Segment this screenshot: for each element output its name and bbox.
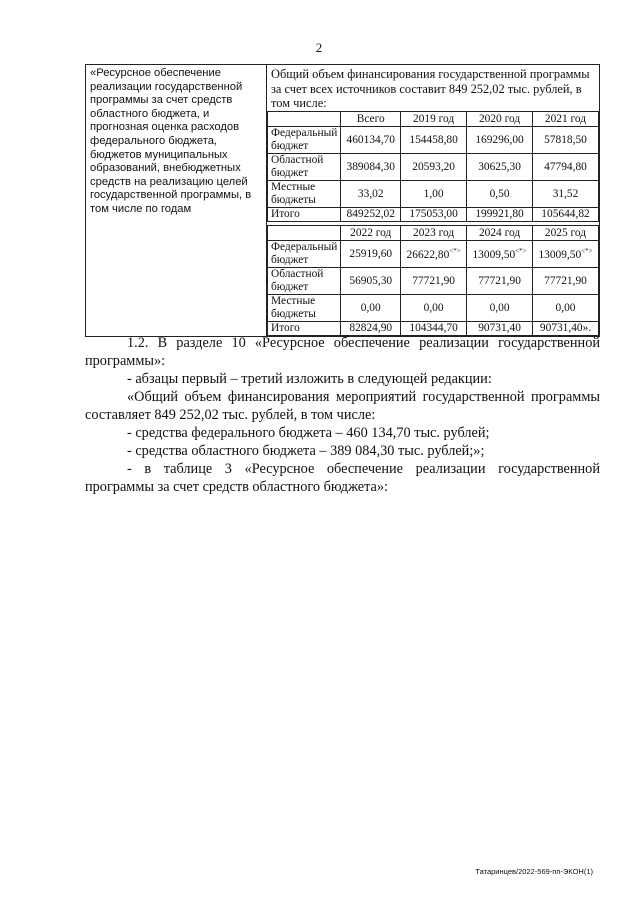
table-cell [467,240,533,267]
footnote-mark: <*> [515,246,527,255]
table-cell: 1,00 [401,180,467,207]
financing-table [267,111,599,336]
table-cell: 389084,30 [341,153,401,180]
header-cell: Всего [341,111,401,126]
paragraph-list-item: - средства областного бюджета – 389 084,30 тыс. рублей;»; [127,443,485,459]
table-cell: 77721,90 [401,267,467,294]
table-cell: 460134,70 [341,126,401,153]
row-label: Местные бюджеты [268,294,341,321]
table-cell: 0,00 [533,294,599,321]
table-cell: 175053,00 [401,207,467,221]
table-cell: 169296,00 [467,126,533,153]
table-cell: 33,02 [341,180,401,207]
header-cell: 2024 год [467,225,533,240]
header-cell: 2021 год [533,111,599,126]
cell-value: 13009,50 [472,248,516,261]
row-label: Местные бюджеты [268,180,341,207]
table-cell: 90731,40 [467,321,533,335]
footnote-mark: <*> [581,246,593,255]
resource-section-label: «Ресурсное обеспечение реализации государственной программы за счет средств областного бюджета, и прогнозная оценка расходов федерального бюджета, бюджетов муниципальных образований, внебюджетных средств на реализацию целей государственной программы, в том числе по годам [86,65,267,337]
header-cell: 2020 год [467,111,533,126]
table-cell [533,240,599,267]
table-cell: 104344,70 [401,321,467,335]
header-cell: 2023 год [401,225,467,240]
header-cell [268,111,341,126]
financing-intro: Общий объем финансирования государственной программы за счет всех источников составит 849 252,02 тыс. рублей, в том числе: [271,67,590,110]
table-row [268,180,599,207]
table-cell: 56905,30 [341,267,401,294]
paragraph-list-item: - в таблице 3 «Ресурсное обеспечение реализации государственной программы за счет средств областного бюджета»: [85,461,600,495]
table-cell: 77721,90 [467,267,533,294]
financing-cell [267,65,600,337]
row-label: Итого [268,207,341,221]
table-cell: 57818,50 [533,126,599,153]
table-cell: 105644,82 [533,207,599,221]
table-cell: 849252,02 [341,207,401,221]
header-cell [268,225,341,240]
paragraph-list-item: - абзацы первый – третий изложить в следующей редакции: [127,371,492,387]
table-cell: 90731,40». [533,321,599,335]
paragraph-section-10: 1.2. В разделе 10 «Ресурсное обеспечение реализации государственной программы»: [85,335,600,369]
table-cell: 82824,90 [341,321,401,335]
row-label: Федеральный бюджет [268,126,341,153]
table-cell: 0,00 [341,294,401,321]
table-header-row [268,111,599,126]
table-row [268,126,599,153]
cell-value: 13009,50 [538,248,582,261]
table-cell: 0,00 [401,294,467,321]
table-cell: 154458,80 [401,126,467,153]
table-cell: 77721,90 [533,267,599,294]
row-label: Федеральный бюджет [268,240,341,267]
table-row [268,153,599,180]
passport-table [85,64,600,337]
header-cell: 2019 год [401,111,467,126]
table-cell: 31,52 [533,180,599,207]
paragraph-list-item: - средства федерального бюджета – 460 134,70 тыс. рублей; [127,425,490,441]
row-label: Областной бюджет [268,153,341,180]
header-cell: 2025 год [533,225,599,240]
table-header-row [268,225,599,240]
document-footer: Татаринцев/2022-569-пп-ЭКОН(1) [475,867,593,876]
table-cell: 0,00 [467,294,533,321]
table-row [268,294,599,321]
table-cell: 47794,80 [533,153,599,180]
table-row [268,267,599,294]
paragraph-quote: «Общий объем финансирования мероприятий государственной программы составляет 849 252,02 тыс. рублей, в том числе: [85,389,600,423]
table-cell: 0,50 [467,180,533,207]
table-cell: 199921,80 [467,207,533,221]
table-row [268,240,599,267]
header-cell: 2022 год [341,225,401,240]
table-cell: 20593,20 [401,153,467,180]
row-label: Областной бюджет [268,267,341,294]
table-total-row [268,321,599,335]
table-cell: 30625,30 [467,153,533,180]
footnote-mark: <*> [449,246,461,255]
page-number: 2 [315,40,323,55]
cell-value: 26622,80 [406,248,450,261]
table-cell: 25919,60 [341,240,401,267]
table-total-row [268,207,599,221]
table-cell [401,240,467,267]
row-label: Итого [268,321,341,335]
